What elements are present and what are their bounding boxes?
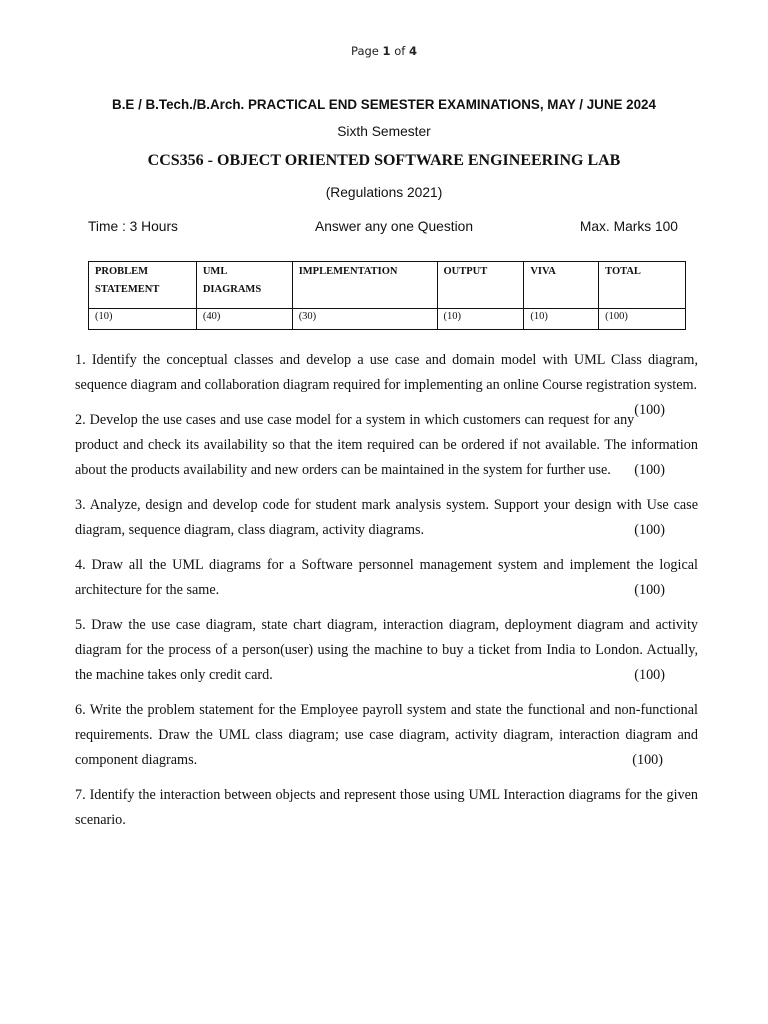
question-marks: (100) xyxy=(634,462,665,478)
question-marks: (100) xyxy=(634,522,665,538)
question-marks: (100) xyxy=(632,752,663,768)
course-title: CCS356 - OBJECT ORIENTED SOFTWARE ENGINEERING LAB xyxy=(147,152,621,169)
marks-table-header-cell: OUTPUT xyxy=(437,262,524,309)
question-text: 2. Develop the use cases and use case model for a system in which customers can request for any product and check its availability so that the item required can be ordered if not available. The information about the products availability and new orders can be maintained in the system for further use. xyxy=(75,412,698,478)
marks-table-value-cell: (10) xyxy=(89,309,197,330)
page-indicator-total: 4 xyxy=(408,44,417,58)
semester: Sixth Semester xyxy=(337,124,431,139)
marks-table-header-cell: PROBLEM STATEMENT xyxy=(89,262,197,309)
marks-table-value-cell: (30) xyxy=(292,309,437,330)
question-item xyxy=(75,493,698,543)
marks-table-header-cell: TOTAL xyxy=(599,262,686,309)
page-indicator-separator: of xyxy=(394,44,406,58)
question-item xyxy=(75,698,698,773)
max-marks: Max. Marks 100 xyxy=(579,219,678,234)
question-text: 4. Draw all the UML diagrams for a Software personnel management system and implement the logical architecture for the same. xyxy=(75,557,698,598)
question-item xyxy=(75,613,698,688)
question-text: 1. Identify the conceptual classes and develop a use case and domain model with UML Class diagram, sequence diagram and collaboration diagram required for implementing an online Course registration system. xyxy=(75,352,698,393)
question-item xyxy=(75,553,698,603)
exam-title: B.E / B.Tech./B.Arch. PRACTICAL END SEMESTER EXAMINATIONS, MAY / JUNE 2024 xyxy=(112,97,656,112)
marks-table-header-cell: UML DIAGRAMS xyxy=(196,262,292,309)
exam-instruction: Answer any one Question xyxy=(315,219,473,234)
question-item xyxy=(75,783,698,833)
marks-table-header-cell: VIVA xyxy=(524,262,599,309)
question-marks: (100) xyxy=(634,582,665,598)
marks-table-value-cell: (10) xyxy=(437,309,524,330)
marks-table-value-row xyxy=(89,309,686,330)
question-item xyxy=(75,408,698,483)
question-text: 3. Analyze, design and develop code for student mark analysis system. Support your design with Use case diagram, sequence diagram, class diagram, activity diagrams. xyxy=(75,497,698,538)
marks-table-value-cell: (40) xyxy=(196,309,292,330)
regulations: (Regulations 2021) xyxy=(325,185,443,200)
marks-table-header-cell: IMPLEMENTATION xyxy=(292,262,437,309)
marks-table-header-row xyxy=(89,262,686,309)
question-marks: (100) xyxy=(634,667,665,683)
page-indicator-current: 1 xyxy=(382,44,391,58)
question-marks: (100) xyxy=(634,402,665,418)
marks-table-value-cell: (10) xyxy=(524,309,599,330)
marks-table-value-cell: (100) xyxy=(599,309,686,330)
exam-info-row xyxy=(88,219,678,239)
page-indicator-prefix: Page xyxy=(351,44,379,58)
question-text: 5. Draw the use case diagram, state chart diagram, interaction diagram, deployment diagram and activity diagram for the process of a person(user) using the machine to buy a ticket from India to London. Actually, the machine takes only credit card. xyxy=(75,617,698,683)
question-list xyxy=(75,348,698,843)
question-item xyxy=(75,348,698,418)
question-text: 7. Identify the interaction between objects and represent those using UML Interaction diagrams for the given scenario. xyxy=(75,787,698,828)
marks-table xyxy=(88,261,686,330)
question-text: 6. Write the problem statement for the Employee payroll system and state the functional and non-functional requirements. Draw the UML class diagram; use case diagram, activity diagram, interaction diagram and component diagrams. xyxy=(75,702,698,768)
exam-duration: Time : 3 Hours xyxy=(88,219,178,234)
page-indicator xyxy=(0,44,768,58)
